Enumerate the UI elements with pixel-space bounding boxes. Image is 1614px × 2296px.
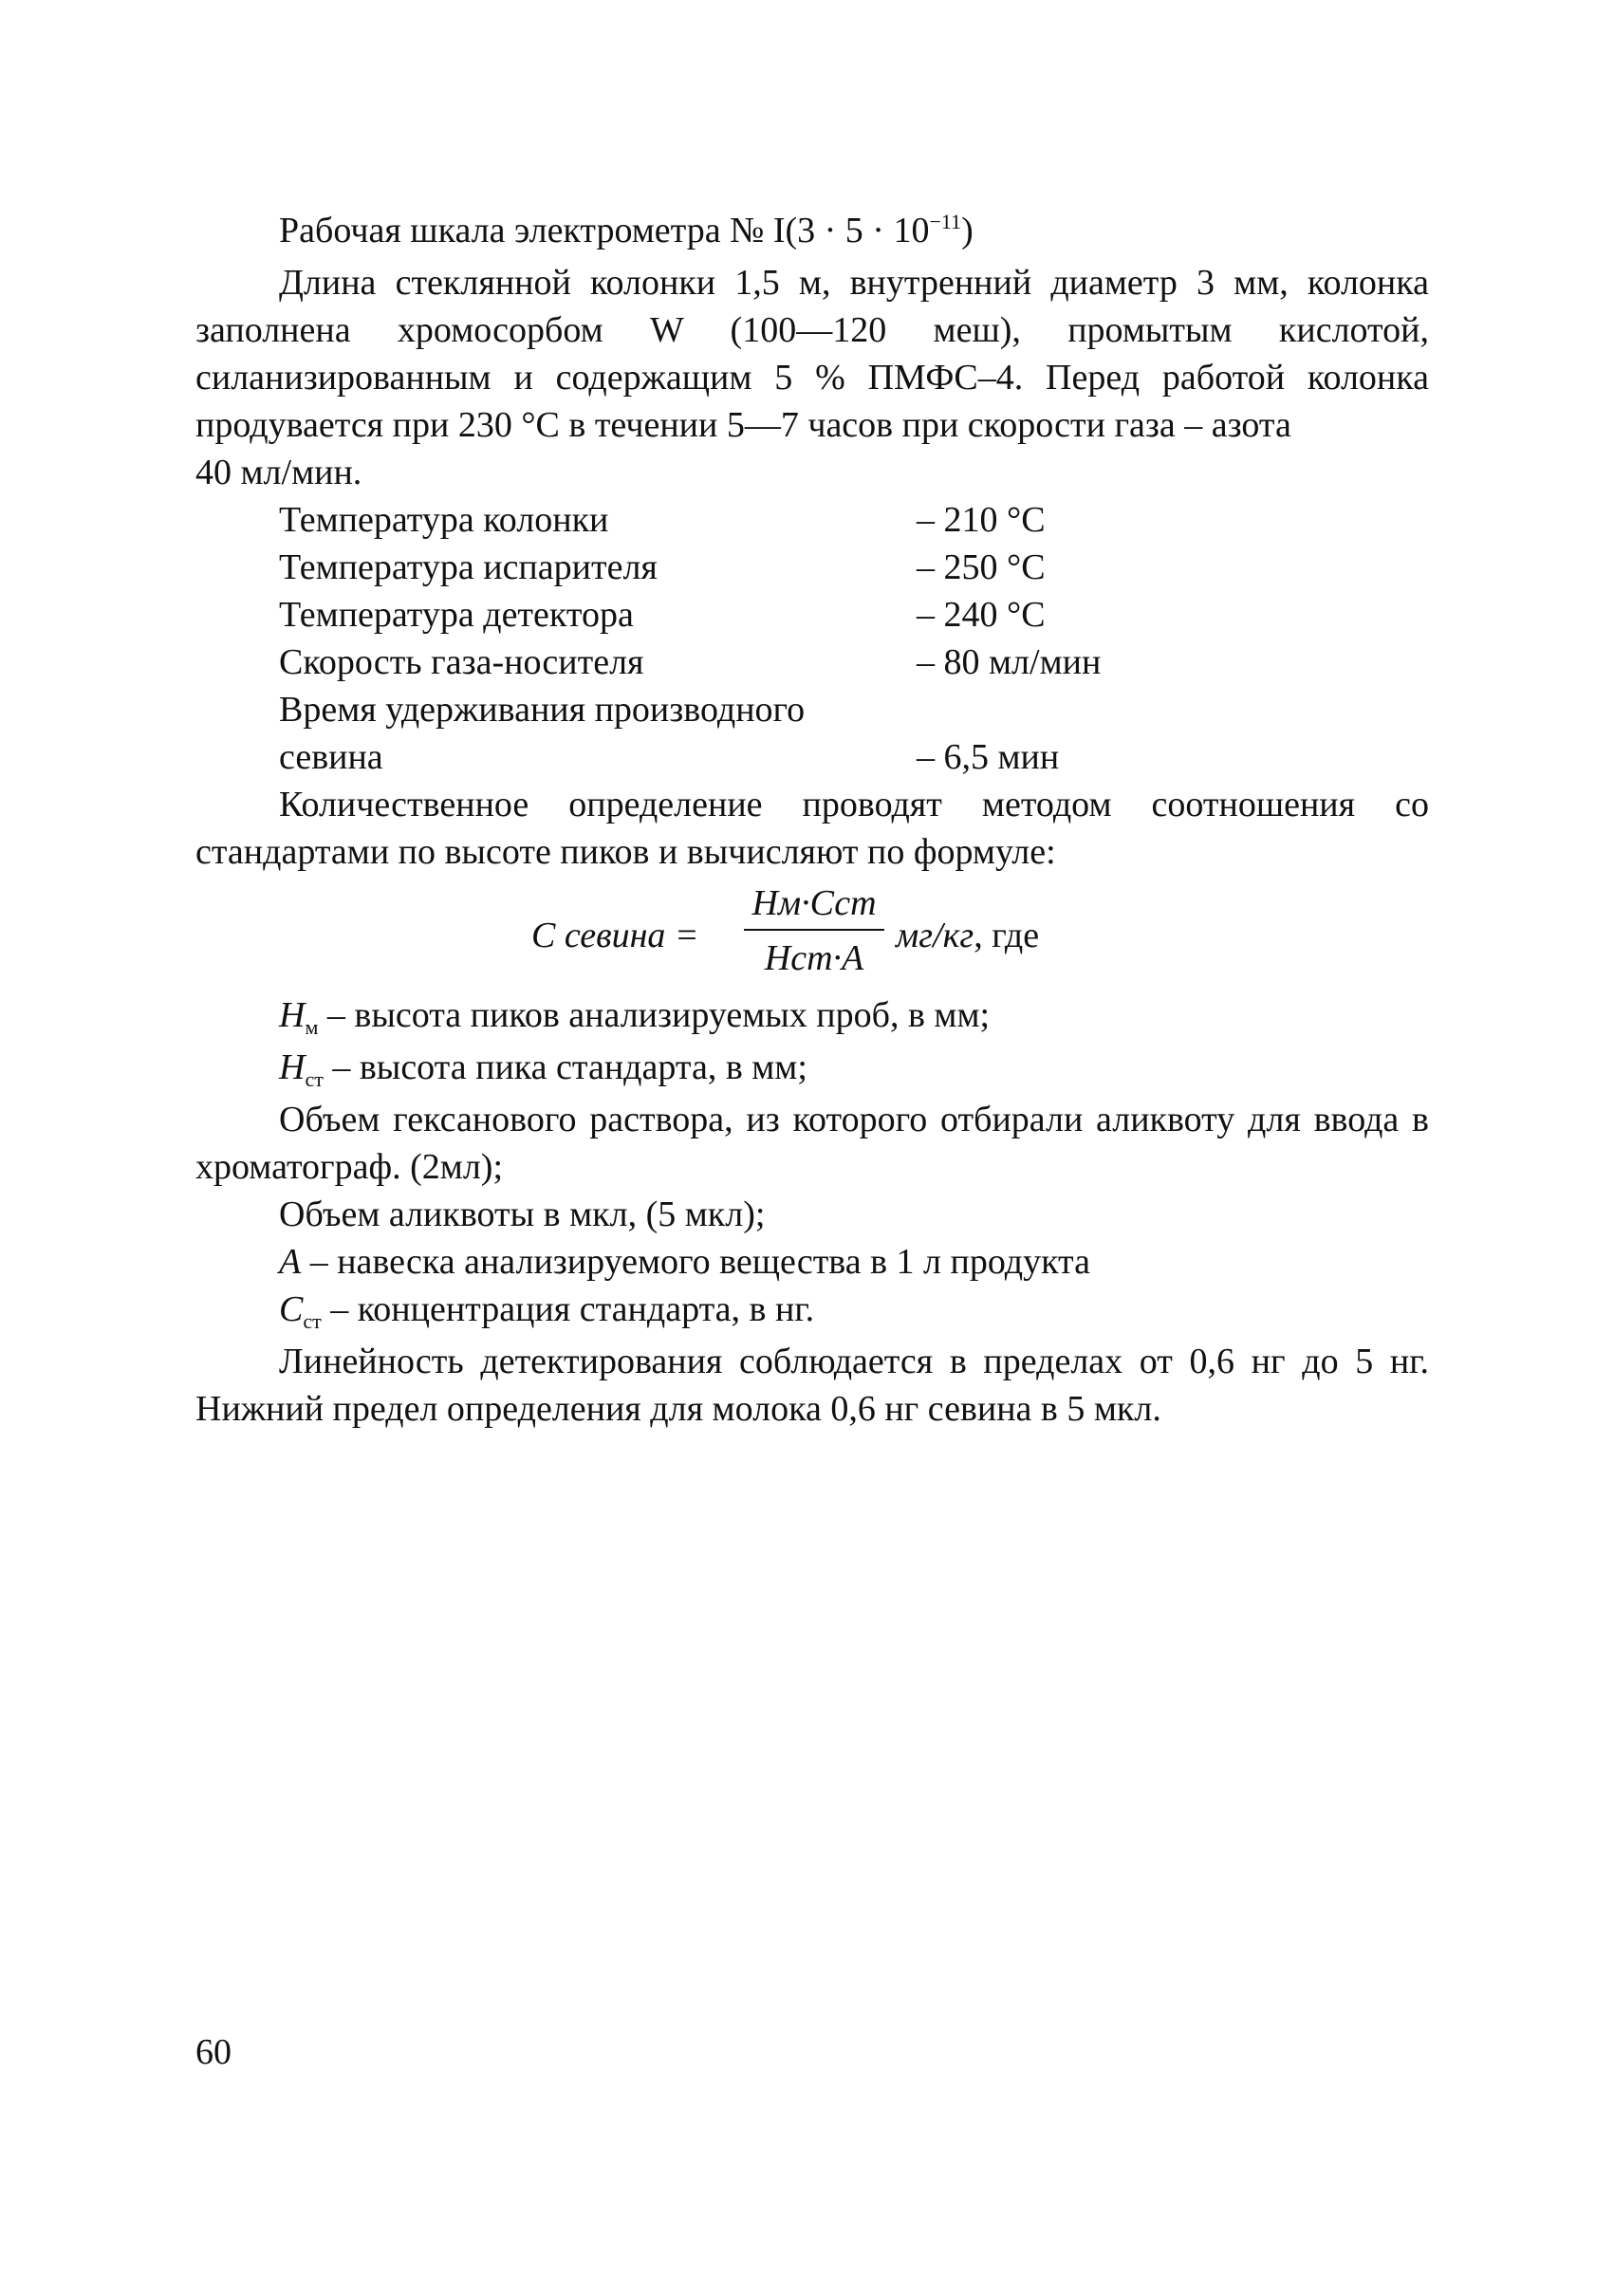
parameter-name: севина [279,737,383,777]
parameter-row [279,496,1429,544]
parameter-name: Время удерживания производного [279,690,806,730]
definition-hexane-volume: Объем гексанового раствора, из которого отбирали аликвоту для ввода в хроматограф. (2мл); [195,1100,1429,1187]
parameter-row [279,686,1429,733]
parameter-name: Скорость газа-носителя [279,642,644,682]
sevin-formula [195,880,1429,991]
parameters-list [279,496,1429,781]
formula-numerator: Нм·Сст [751,883,877,923]
parameter-value: – 240 °С [917,595,1046,635]
parameter-row [279,639,1429,686]
symbol-h: Н [279,995,306,1035]
column-description-end: 40 мл/мин. [195,453,362,492]
page-body [195,207,1429,1433]
definition-text: – концентрация стандарта, в нг. [321,1289,815,1329]
formula-denominator: Нст·А [764,938,864,978]
parameter-row [279,544,1429,591]
formula-suffix: , где [974,916,1040,955]
parameter-name: Температура детектора [279,595,634,635]
symbol-h: Н [279,1047,306,1087]
definition-a [195,1238,1429,1286]
column-description: Длина стеклянной колонки 1,5 м, внутренний диаметр 3 мм, колонка заполнена хромосорбом W (100—120 меш), промытым кислотой, силанизированным и содержащим 5 % ПМФС–4. Перед работой колонка продувается при 230 °С в течении 5—7 часов при скорости газа – азота [195,263,1429,445]
scale-exponent: −11 [929,210,962,233]
subscript-st: ст [303,1309,322,1333]
parameter-row [279,733,1429,781]
definition-hm [195,991,1429,1044]
formula-rhs [896,912,1039,959]
definition-text: – навеска анализируемого вещества в 1 л продукта [301,1242,1090,1282]
formula-unit: мг/кг [896,916,974,955]
definition-text: – высота пика стандарта, в мм; [323,1047,807,1087]
formula-lhs: С севина = [531,916,699,955]
linearity-paragraph: Линейность детектирования соблюдается в пределах от 0,6 нг до 5 нг. Нижний предел определения для молока 0,6 нг севина в 5 мкл. [195,1342,1429,1429]
definition-cst [195,1286,1429,1338]
scale-close: ) [961,211,974,250]
parameter-value: – 6,5 мин [917,737,1060,777]
electrometer-scale-line [195,207,1429,259]
page-number: 60 [195,2032,232,2072]
definition-hst [195,1044,1429,1096]
parameter-name: Температура испарителя [279,547,658,587]
parameter-value: – 80 мл/мин [917,642,1102,682]
fraction-bar [744,929,884,931]
quantitative-paragraph: Количественное определение проводят методом соотношения со стандартами по высоте пиков и вычисляют по формуле: [195,785,1429,872]
parameter-name: Температура колонки [279,500,609,540]
formula-fraction [744,880,884,982]
subscript-m: м [305,1015,319,1039]
symbol-c: С [279,1289,304,1329]
symbol-a: А [279,1242,302,1282]
subscript-st: ст [305,1067,324,1091]
parameter-row [279,591,1429,639]
parameter-value: – 250 °С [917,547,1046,587]
definition-text: – высота пиков анализируемых проб, в мм; [318,995,991,1035]
scale-text: Рабочая шкала электрометра № I(3 · 5 · 10 [279,211,930,250]
definition-aliquot-volume: Объем аликвоты в мкл, (5 мкл); [279,1194,766,1234]
parameter-value: – 210 °С [917,500,1046,540]
